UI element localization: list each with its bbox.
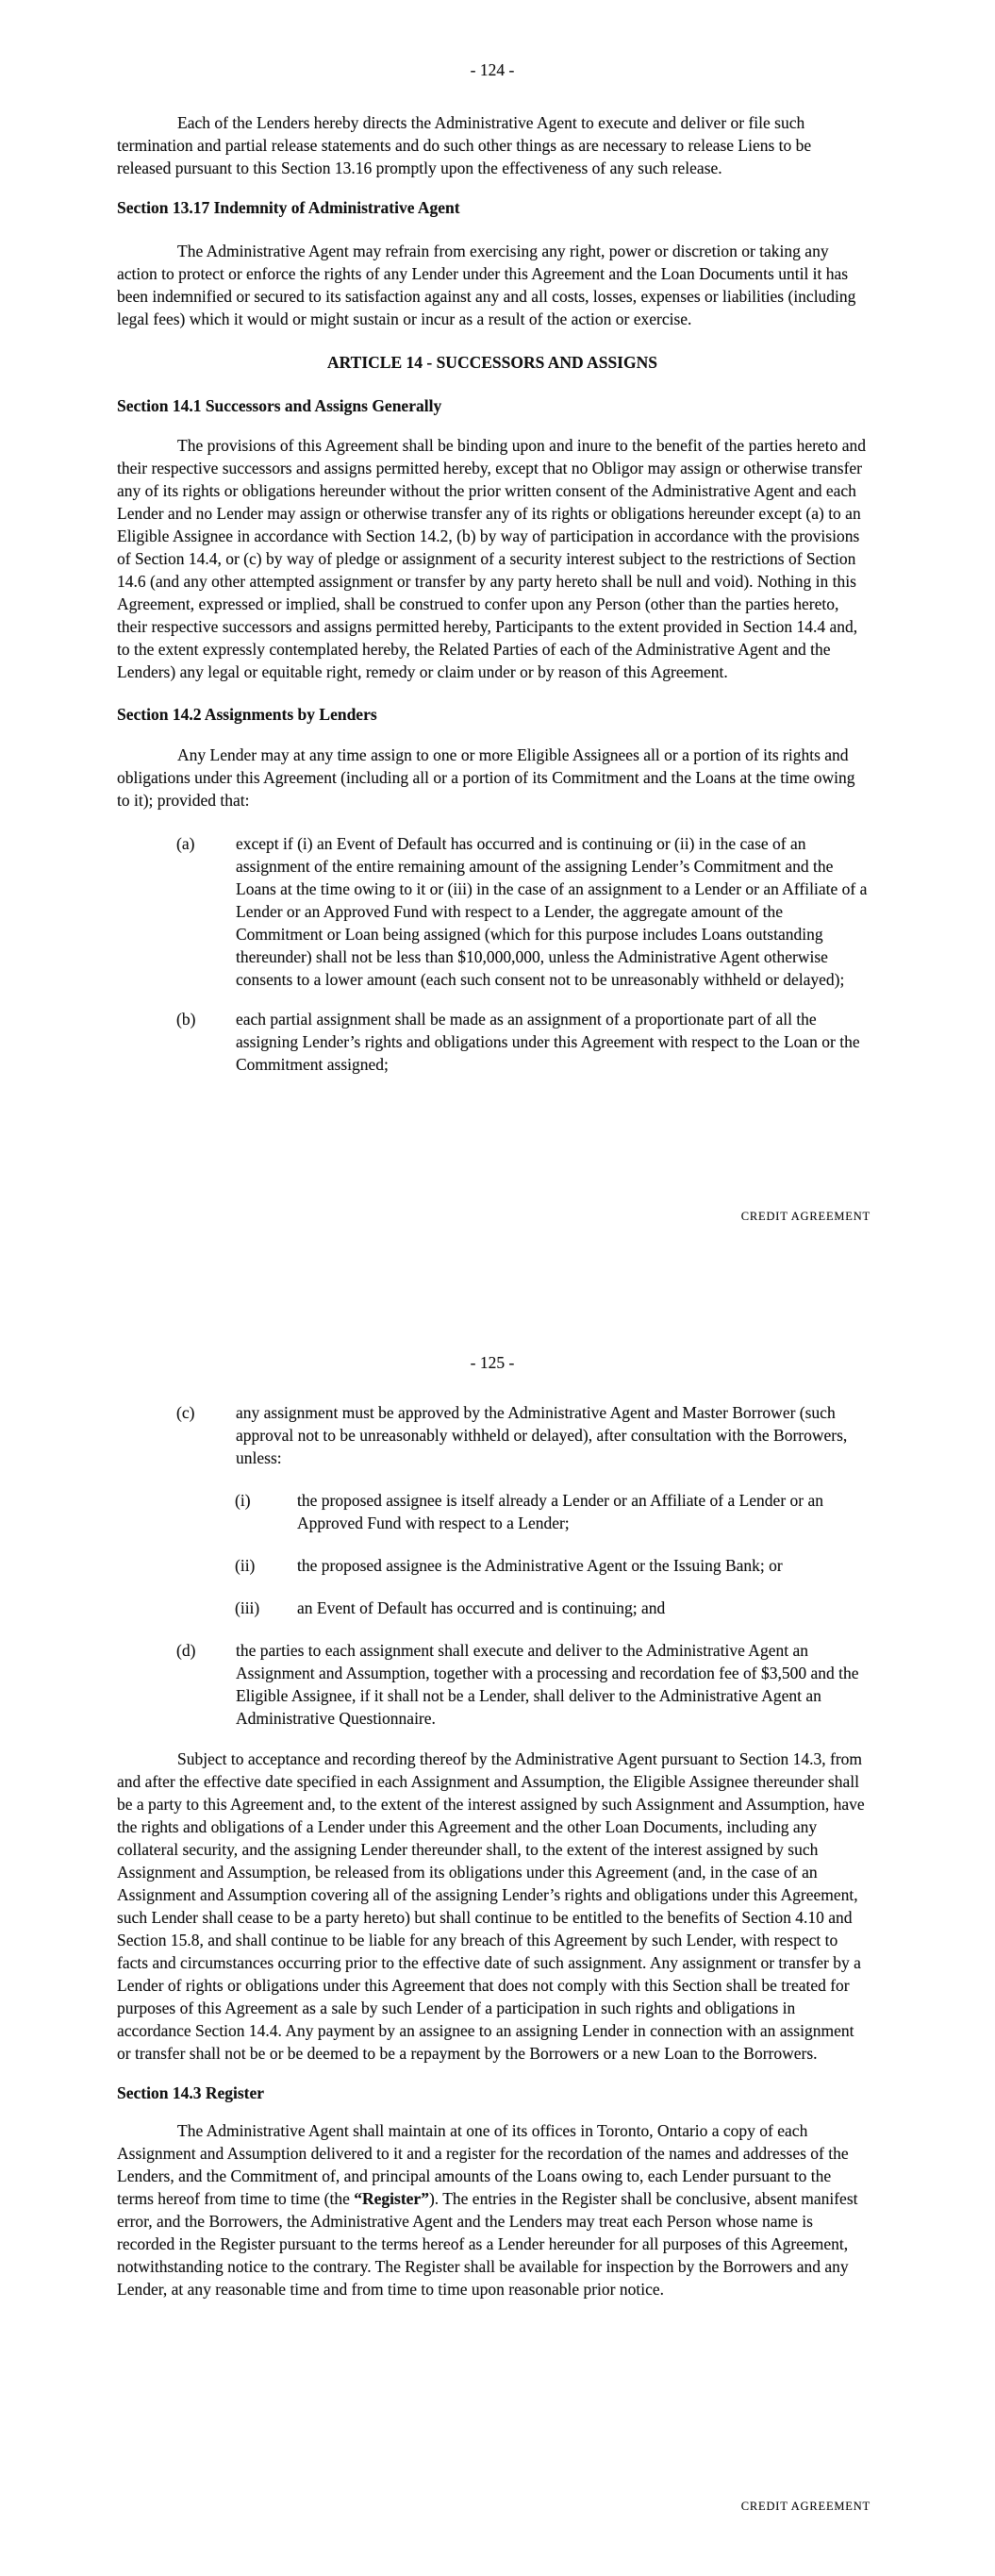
register-bold-term: “Register” (354, 2189, 429, 2208)
page-number: - 124 - (470, 60, 515, 79)
list-item-ii (117, 1554, 868, 1577)
list-item-c-label: (c) (176, 1403, 195, 1422)
paragraph-admin-refrain: The Administrative Agent may refrain from exercising any right, power or discretion or taking any action to protect or enforce the rights of any Lender under this Agreement and the Loan Documents until it has been indemnified or secured to its satisfaction against any and all costs, losses, expenses or liabilities (including legal fees) which it would or might sustain or incur as a result of the action or exercise. (117, 242, 856, 328)
list-item-d-label: (d) (176, 1641, 196, 1660)
list-item-i-label: (i) (235, 1491, 251, 1510)
paragraph-register (117, 2119, 868, 2300)
list-item-d-text: the parties to each assignment shall execute and deliver to the Administrative Agent an Assignment and Assumption, together with a processing and recordation fee of $3,500 and the Eligible Assignee, if it shall not be a Lender, shall deliver to the Administrative Agent an Administrative Questionnaire. (236, 1641, 859, 1728)
page-number: - 125 - (470, 1353, 515, 1372)
list-item-iii (117, 1597, 868, 1619)
paragraph-register-after: ). The entries in the Register shall be conclusive, absent manifest error, and the Borrowers, the Administrative Agent and the Lenders may treat each Person whose name is recorded in the Register pursuant to the terms hereof as a Lender hereunder for all purposes of this Agreement, notwithstanding notice to the contrary. The Register shall be available for inspection by the Borrowers and any Lender, at any reasonable time and from time to time upon reasonable prior notice. (117, 2189, 858, 2299)
list-item-a (117, 832, 868, 991)
paragraph-subject-acceptance: Subject to acceptance and recording thereof by the Administrative Agent pursuant to Section 14.3, from and after the effective date specified in each Assignment and Assumption, the Eligible Assignee thereunder shall be a party to this Agreement and, to the extent of the interest assigned by such Assignment and Assumption, have the rights and obligations of a Lender under this Agreement and the other Loan Documents, including any collateral security, and the assigning Lender thereunder shall, to the extent of the interest assigned by such Assignment and Assumption, be released from its obligations under this Agreement (and, in the case of an Assignment and Assumption covering all of the assigning Lender’s rights and obligations under this Agreement, such Lender shall cease to be a party hereto) but shall continue to be entitled to the benefits of Section 4.10 and Section 15.8, and shall continue to be liable for any breach of this Agreement by such Lender, with respect to facts and circumstances occurring prior to the effective date of such assignment. Any assignment or transfer by a Lender of rights or obligations under this Agreement that does not comply with this Section shall be treated for purposes of this Agreement as a sale by such Lender of a participation in such rights and obligations in accordance Section 14.4. Any payment by an assignee to an assigning Lender in connection with an assignment or transfer shall not be or be deemed to be a repayment by the Borrowers or a new Loan to the Borrowers. (117, 1749, 865, 2063)
list-item-b-text: each partial assignment shall be made as an assignment of a proportionate part of all the assigning Lender’s rights and obligations under this Agreement with respect to the Loan or the Commitment assigned; (236, 1010, 860, 1074)
list-item-i (117, 1489, 868, 1534)
list-item-ii-text: the proposed assignee is the Administrative Agent or the Issuing Bank; or (297, 1556, 783, 1575)
heading-article-14: ARTICLE 14 - SUCCESSORS AND ASSIGNS (327, 353, 657, 372)
list-item-i-text: the proposed assignee is itself already a Lender or an Affiliate of a Lender or an Approved Fund with respect to a Lender; (297, 1491, 824, 1532)
heading-section-14-1: Section 14.1 Successors and Assigns Generally (117, 396, 442, 415)
heading-section-14-3: Section 14.3 Register (117, 2083, 265, 2102)
list-item-a-label: (a) (176, 834, 195, 853)
list-item-a-text: except if (i) an Event of Default has occurred and is continuing or (ii) in the case of an assignment of the entire remaining amount of the assigning Lender’s Commitment and the Loans at the time owing to it or (iii) in the case of an assignment to a Lender or an Affiliate of a Lender or an Approved Fund with respect to a Lender, the aggregate amount of the Commitment or Loan being assigned (which for this purpose includes Loans outstanding thereunder) shall not be less than $10,000,000, unless the Administrative Agent otherwise consents to a lower amount (each such consent not to be unreasonably withheld or delayed); (236, 834, 868, 989)
list-item-b (117, 1008, 868, 1076)
paragraph-provisions: The provisions of this Agreement shall be binding upon and inure to the benefit of the parties hereto and their respective successors and assigns permitted hereby, except that no Obligor may assign or otherwise transfer any of its rights or obligations hereunder without the prior written consent of the Administrative Agent and each Lender and no Lender may assign or otherwise transfer any of its rights or obligations hereunder except (a) to an Eligible Assignee in accordance with Section 14.2, (b) by way of participation in accordance with the provisions of Section 14.4, or (c) by way of pledge or assignment of a security interest subject to the restrictions of Section 14.6 (and any other attempted assignment or transfer by any party hereto shall be null and void). Nothing in this Agreement, expressed or implied, shall be construed to confer upon any Person (other than the parties hereto, their respective successors and assigns permitted hereby, Participants to the extent provided in Section 14.4 and, to the extent expressly contemplated hereby, the Related Parties of each of the Administrative Agent and the Lenders) any legal or equitable right, remedy or claim under or by reason of this Agreement. (117, 436, 866, 681)
list-item-iii-label: (iii) (235, 1598, 260, 1617)
footer-credit-agreement: CREDIT AGREEMENT (740, 2500, 871, 2513)
footer-credit-agreement: CREDIT AGREEMENT (740, 1210, 871, 1223)
paragraph-any-lender: Any Lender may at any time assign to one or more Eligible Assignees all or a portion of its rights and obligations under this Agreement (including all or a portion of its Commitment and the Loans at the time owing to it); provided that: (117, 745, 855, 810)
list-item-c (117, 1401, 868, 1469)
list-item-ii-label: (ii) (235, 1556, 256, 1575)
paragraph-lenders-direct: Each of the Lenders hereby directs the Administrative Agent to execute and deliver or file such termination and partial release statements and do such other things as are necessary to release Liens to be released pursuant to this Section 13.16 promptly upon the effectiveness of any such release. (117, 113, 812, 177)
list-item-iii-text: an Event of Default has occurred and is continuing; and (297, 1598, 666, 1617)
list-item-c-text: any assignment must be approved by the Administrative Agent and Master Borrower (such approval not to be unreasonably withheld or delayed), after consultation with the Borrowers, unless: (236, 1403, 848, 1467)
heading-section-13-17: Section 13.17 Indemnity of Administrative Agent (117, 198, 460, 217)
heading-section-14-2: Section 14.2 Assignments by Lenders (117, 705, 377, 724)
list-item-b-label: (b) (176, 1010, 196, 1029)
paragraph-register-before: The Administrative Agent shall maintain at one of its offices in Toronto, Ontario a copy of each Assignment and Assumption delivered to it and a register for the recordation of the names and addresses of the Lenders, and the Commitment of, and principal amounts of the Loans owing to, each Lender pursuant to the terms hereof from time to time (the (117, 2121, 849, 2208)
page-125 (0, 1288, 995, 2576)
list-item-d (117, 1639, 868, 1730)
